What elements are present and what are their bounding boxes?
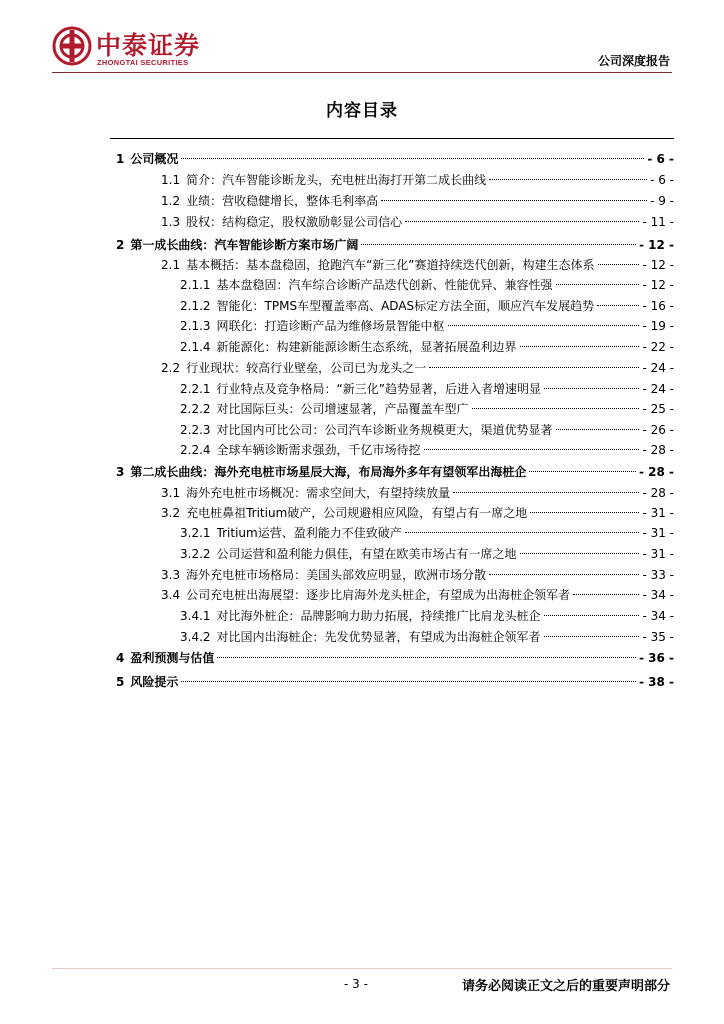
footer-divider	[52, 968, 672, 969]
toc-entry-number: 2.2.1	[180, 382, 211, 396]
toc-entry[interactable]	[161, 191, 674, 211]
logo-text-en: ZHONGTAI SECURITIES	[97, 58, 189, 67]
toc-entry[interactable]	[116, 648, 674, 668]
page-header	[0, 0, 724, 80]
toc-entry-page: - 9 -	[650, 194, 674, 208]
toc-leader-dots	[529, 471, 636, 472]
toc-leader-dots	[544, 388, 639, 389]
toc-entry-title: 盈利预测与估值	[130, 651, 215, 665]
toc-entry-title: 行业现状：较高行业壁垒，公司已为龙头之一	[186, 361, 427, 375]
toc-entry-title: 海外充电桩市场格局：美国头部效应明显，欧洲市场分散	[186, 568, 487, 582]
toc-entry-number: 2.1.3	[180, 319, 211, 333]
toc-entry-title: 海外充电桩市场概况：需求空间大，有望持续放量	[186, 486, 451, 500]
toc-entry-number: 3.1	[161, 486, 181, 500]
toc-entry-page: - 28 -	[642, 486, 674, 500]
toc-entry-number: 5	[116, 675, 125, 689]
toc-entry[interactable]	[161, 503, 674, 523]
toc-leader-dots	[520, 553, 640, 554]
toc-entry-page: - 16 -	[642, 299, 674, 313]
toc-entry-page: - 11 -	[642, 215, 674, 229]
toc-entry-title: 风险提示	[130, 675, 179, 689]
toc-entry-title: 对比国际巨头：公司增速显著，产品覆盖车型广	[216, 402, 469, 416]
toc-entry-number: 3	[116, 465, 125, 479]
header-divider	[52, 72, 672, 73]
toc-entry-page: - 22 -	[642, 340, 674, 354]
toc-title-rule	[110, 138, 674, 139]
toc-entry-title: 新能源化：构建新能源诊断生态系统，显著拓展盈利边界	[216, 340, 517, 354]
toc-entry[interactable]	[161, 565, 674, 585]
toc-title: 内容目录	[326, 101, 398, 121]
toc-leader-dots	[181, 158, 644, 159]
toc-entry-title: 第一成长曲线：汽车智能诊断方案市场广阔	[130, 238, 359, 252]
toc-leader-dots	[381, 200, 647, 201]
toc-entry[interactable]	[161, 358, 674, 378]
toc-leader-dots	[472, 408, 640, 409]
toc-entry-page: - 25 -	[642, 402, 674, 416]
toc-leader-dots	[453, 492, 639, 493]
toc-entry[interactable]	[161, 255, 674, 275]
toc-leader-dots	[530, 512, 639, 513]
toc-leader-dots	[556, 284, 640, 285]
toc-entry-title: 对比国内出海桩企：先发优势显著，有望成为出海桩企领军者	[216, 630, 541, 644]
toc-entry-page: - 38 -	[638, 675, 674, 689]
toc-entry-page: - 6 -	[647, 152, 674, 166]
toc-leader-dots	[448, 325, 640, 326]
toc-entry[interactable]	[116, 462, 674, 482]
toc-leader-dots	[489, 179, 647, 180]
toc-entry-title: 网联化：打造诊断产品为维修场景智能中枢	[216, 319, 445, 333]
toc-entry-title: 智能化：TPMS车型覆盖率高、ADAS标定方法全面，顺应汽车发展趋势	[216, 299, 595, 313]
toc-entry-number: 3.2	[161, 506, 181, 520]
toc-entry-number: 2.2.3	[180, 423, 211, 437]
toc-entry-number: 2	[116, 238, 125, 252]
toc-entry-number: 2.2.4	[180, 443, 211, 457]
toc-entry-title: 充电桩鼻祖Tritium破产，公司规避相应风险，有望占有一席之地	[186, 506, 528, 520]
toc-entry-page: - 12 -	[642, 278, 674, 292]
toc-entry-number: 3.4.2	[180, 630, 211, 644]
toc-leader-dots	[181, 681, 636, 682]
toc-entry-title: 基本概括：基本盘稳固，抢跑汽车“新三化”赛道持续迭代创新，构建生态体系	[186, 258, 595, 272]
company-logo	[52, 26, 222, 72]
logo-text-cn: 中泰证券	[96, 31, 201, 60]
toc-entry-page: - 31 -	[642, 526, 674, 540]
toc-entry[interactable]	[161, 585, 674, 605]
toc-entry-title: 公司充电桩出海展望：逐步比肩海外龙头桩企，有望成为出海桩企领军者	[186, 588, 571, 602]
toc-entry[interactable]	[116, 235, 674, 255]
toc-entry-number: 3.4.1	[180, 609, 211, 623]
toc-entry[interactable]	[180, 627, 674, 647]
toc-entry-page: - 28 -	[638, 465, 674, 479]
toc-entry-title: 对比海外桩企：品牌影响力助力拓展，持续推广比肩龙头桩企	[216, 609, 541, 623]
toc-entry[interactable]	[161, 483, 674, 503]
toc-entry-number: 2.2.2	[180, 402, 211, 416]
toc-leader-dots	[405, 221, 639, 222]
toc-entry[interactable]	[180, 440, 674, 460]
toc-entry-page: - 24 -	[642, 361, 674, 375]
toc-entry-number: 2.1.1	[180, 278, 211, 292]
toc-entry-title: 业绩：营收稳健增长，整体毛利率高	[186, 194, 379, 208]
toc-entry-page: - 19 -	[642, 319, 674, 333]
toc-entry-page: - 33 -	[642, 568, 674, 582]
toc-entry-page: - 28 -	[642, 443, 674, 457]
toc-leader-dots	[217, 657, 636, 658]
toc-entry-title: 公司概况	[130, 152, 179, 166]
toc-entry[interactable]	[180, 296, 674, 316]
toc-entry-number: 1	[116, 152, 125, 166]
toc-entry-number: 4	[116, 651, 125, 665]
toc-entry-page: - 12 -	[642, 258, 674, 272]
toc-leader-dots	[424, 449, 640, 450]
toc-entry-page: - 36 -	[638, 651, 674, 665]
toc-entry[interactable]	[180, 544, 674, 564]
toc-entry-number: 3.3	[161, 568, 181, 582]
toc-entry-number: 3.2.1	[180, 526, 211, 540]
toc-entry[interactable]	[180, 379, 674, 399]
toc-entry-title: 行业特点及竞争格局：“新三化”趋势显著，后进入者增速明显	[216, 382, 541, 396]
toc-entry[interactable]	[180, 420, 674, 440]
toc-entry-page: - 31 -	[642, 547, 674, 561]
toc-leader-dots	[544, 636, 640, 637]
toc-leader-dots	[598, 264, 640, 265]
toc-entry-number: 2.1	[161, 258, 181, 272]
toc-entry-number: 2.1.2	[180, 299, 211, 313]
toc-entry-title: 股权：结构稳定，股权激励彰显公司信心	[186, 215, 403, 229]
toc-entry-number: 1.3	[161, 215, 181, 229]
toc-entry-number: 3.2.2	[180, 547, 211, 561]
toc-entry[interactable]	[161, 212, 674, 232]
toc-entry[interactable]	[180, 606, 674, 626]
toc-leader-dots	[544, 615, 640, 616]
toc-entry[interactable]	[161, 170, 674, 190]
toc-entry-page: - 35 -	[642, 630, 674, 644]
toc-entry-number: 2.2	[161, 361, 181, 375]
toc-entry-title: Tritium运营、盈利能力不佳致破产	[216, 526, 402, 540]
toc-entry-title: 对比国内可比公司：公司汽车诊断业务规模更大，渠道优势显著	[216, 423, 553, 437]
toc-entry-number: 2.1.4	[180, 340, 211, 354]
toc-leader-dots	[573, 594, 639, 595]
toc-entry[interactable]	[180, 316, 674, 336]
toc-leader-dots	[489, 574, 639, 575]
zhongtai-logo-icon	[52, 26, 92, 66]
toc-entry-page: - 6 -	[650, 173, 674, 187]
toc-entry-page: - 24 -	[642, 382, 674, 396]
toc-entry-number: 3.4	[161, 588, 181, 602]
toc-entry-page: - 12 -	[638, 238, 674, 252]
toc-entry[interactable]	[180, 523, 674, 543]
toc-entry[interactable]	[180, 275, 674, 295]
toc-entry-number: 1.1	[161, 173, 181, 187]
toc-entry[interactable]	[180, 399, 674, 419]
toc-entry-title: 公司运营和盈利能力俱佳，有望在欧美市场占有一席之地	[216, 547, 517, 561]
toc-leader-dots	[520, 346, 640, 347]
toc-entry[interactable]	[116, 672, 674, 692]
toc-leader-dots	[361, 244, 636, 245]
toc-entry-number: 1.2	[161, 194, 181, 208]
toc-entry-title: 基本盘稳固：汽车综合诊断产品迭代创新、性能优异、兼容性强	[216, 278, 553, 292]
page-number: - 3 -	[344, 977, 368, 991]
toc-entry-title: 第二成长曲线：海外充电桩市场星辰大海，布局海外多年有望领军出海桩企	[130, 465, 527, 479]
disclaimer-text: 请务必阅读正文之后的重要声明部分	[461, 979, 670, 994]
toc-leader-dots	[556, 429, 640, 430]
toc-leader-dots	[597, 305, 639, 306]
toc-entry-page: - 34 -	[642, 609, 674, 623]
toc-leader-dots	[429, 367, 639, 368]
toc-entry-title: 简介：汽车智能诊断龙头，充电桩出海打开第二成长曲线	[186, 173, 487, 187]
report-type-label: 公司深度报告	[597, 54, 670, 68]
toc-entry-page: - 31 -	[642, 506, 674, 520]
toc-entry-title: 全球车辆诊断需求强劲，千亿市场待挖	[216, 443, 421, 457]
toc-entry-page: - 26 -	[642, 423, 674, 437]
toc-leader-dots	[405, 532, 640, 533]
toc-entry[interactable]	[116, 149, 674, 169]
toc-entry[interactable]	[180, 337, 674, 357]
toc-entry-page: - 34 -	[642, 588, 674, 602]
